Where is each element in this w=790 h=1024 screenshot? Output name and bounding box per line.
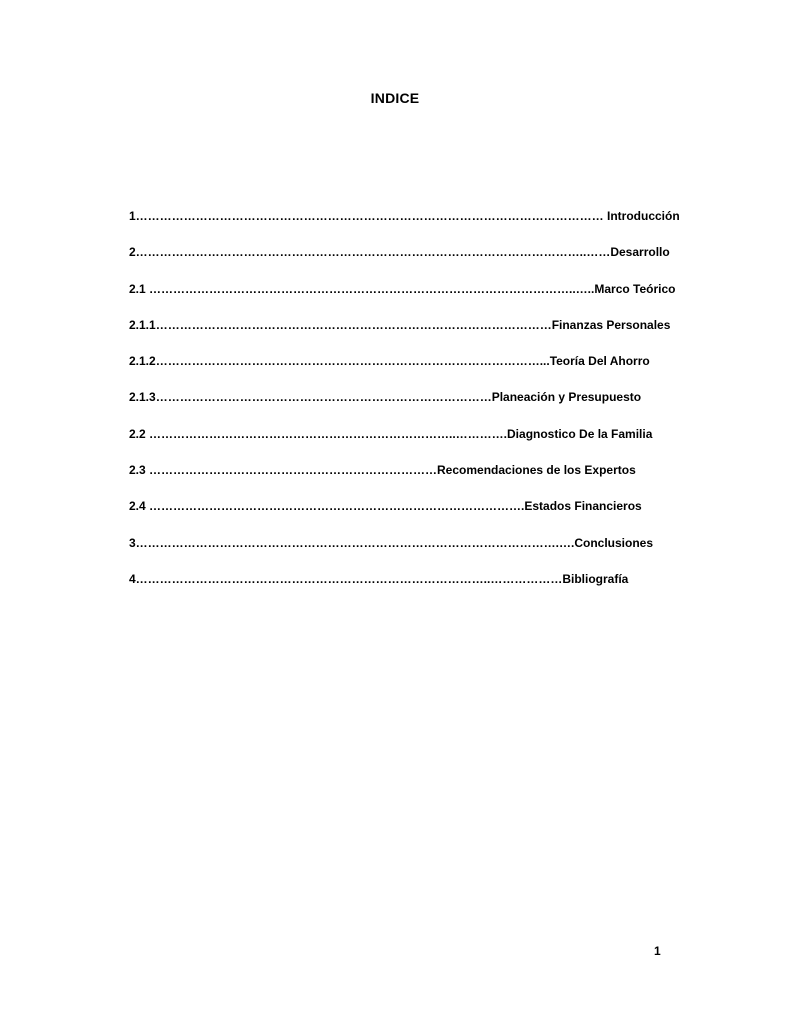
toc-entry-bibliografia: [129, 569, 629, 605]
toc-entry-recomendaciones-expertos: [129, 460, 636, 496]
toc-entry-text: 2.1.2……………………………………………………………………………………...Teoría Del Ahorro: [129, 354, 650, 369]
toc-entry-estados-financieros: [129, 496, 642, 532]
page-number: 1: [654, 944, 661, 958]
toc-entry-text: 2.3 ………………………………………………………………Recomendaciones de los Expertos: [129, 463, 636, 478]
toc-entry-desarrollo: [129, 242, 670, 278]
toc-entry-text: 1……………………………………………………………………………………………………… Introducción: [129, 209, 680, 223]
toc-entry-text: 2.4 ………………………………………………………………………………….Estados Financieros: [129, 499, 642, 514]
toc-entry-diagnostico-familia: [129, 424, 653, 460]
toc-entry-text: 2.2 …………………………………………………………………..………….Diagnostico De la Familia: [129, 426, 653, 441]
table-of-contents: [129, 206, 680, 605]
toc-entry-planeacion-presupuesto: [129, 387, 642, 423]
toc-entry-text: 4……………………………………………………………………………..………………Bibliografía: [129, 571, 629, 586]
toc-entry-finanzas-personales: [129, 315, 671, 351]
toc-entry-text: 2…………………………………………………………………………………………………..……Desarrollo: [129, 245, 670, 260]
toc-entry-text: 2.1.3…………………………………………………………………………Planeación y Presupuesto: [129, 390, 642, 405]
toc-entry-text: 2.1.1………………………………………………………………………………………Finanzas Personales: [129, 317, 671, 332]
toc-entry-text: 3…………………………………………………………………………………………….….Conclusiones: [129, 535, 654, 550]
toc-entry-introduccion: [129, 206, 680, 242]
toc-entry-marco-teorico: [129, 279, 676, 315]
page-title: INDICE: [370, 90, 420, 106]
toc-entry-text: 2.1 ……………………………………………………………………………………………..…..Marco Teórico: [129, 281, 676, 296]
toc-entry-conclusiones: [129, 533, 654, 569]
toc-entry-teoria-del-ahorro: [129, 351, 650, 387]
